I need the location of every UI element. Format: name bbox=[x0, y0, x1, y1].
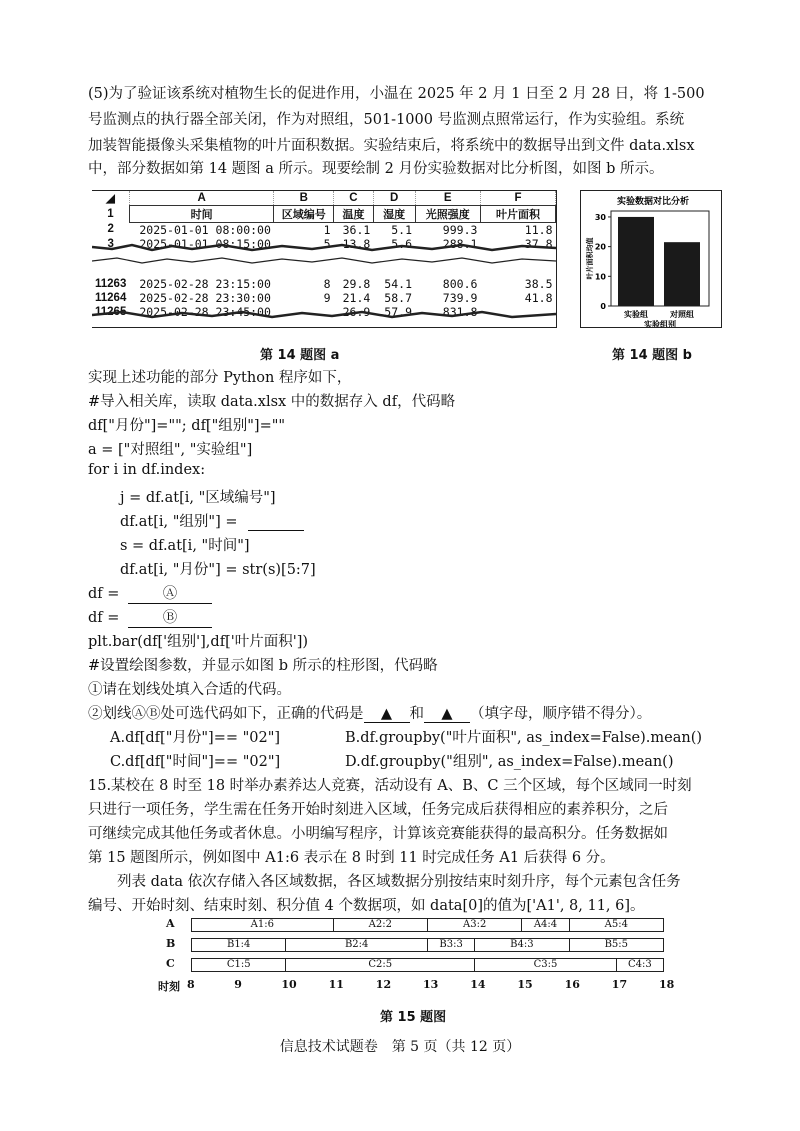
q15-line: 编号、开始时刻、结束时刻、积分值 4 个数据项，如 data[0]的值为['A1', 8, 11, 6]。 bbox=[88, 898, 645, 914]
col-letter: B bbox=[274, 191, 334, 205]
task-segment: C1:5 bbox=[191, 958, 286, 972]
option-a: A.df[df["月份"]== "02"] bbox=[110, 730, 281, 746]
q15-line: 15.某校在 8 时至 18 时举办素养达人竞赛，活动设有 A、B、C 三个区域，每个区域同一时刻 bbox=[88, 778, 692, 794]
intro-line: 号监测点的执行器全部关闭，作为对照组，501-1000 号监测点照常运行，作为实验组。系统 bbox=[88, 112, 685, 128]
table-cell: 29.8 bbox=[342, 276, 371, 291]
answer-blank-1: ▲ bbox=[364, 706, 410, 723]
task-segment: B3:3 bbox=[427, 938, 475, 952]
bar bbox=[618, 217, 654, 306]
header-cell: 湿度 bbox=[373, 205, 415, 222]
q2-note: （填字母，顺序错不得分）。 bbox=[470, 706, 652, 722]
row-label: C bbox=[166, 957, 175, 970]
column-letters-row bbox=[92, 191, 556, 205]
code-intro: 实现上述功能的部分 Python 程序如下， bbox=[88, 370, 352, 386]
task-segment: A3:2 bbox=[427, 918, 522, 932]
task-segment: A2:2 bbox=[333, 918, 428, 932]
code-line: #导入相关库，读取 data.xlsx 中的数据存入 df，代码略 bbox=[88, 394, 456, 410]
q15-line: 第 15 题图所示，例如图中 A1:6 表示在 8 时到 11 时完成任务 A1 后获得 6 分。 bbox=[88, 850, 615, 866]
option-c: C.df[df["时间"]== "02"] bbox=[110, 754, 281, 770]
torn-edge bbox=[92, 243, 556, 269]
time-tick-label: 15 bbox=[517, 978, 533, 991]
x-tick-label: 对照组 bbox=[670, 310, 694, 319]
header-row bbox=[92, 205, 556, 222]
col-letter: A bbox=[129, 191, 274, 205]
bar-chart-figure bbox=[580, 190, 722, 328]
y-tick-label: 30 bbox=[594, 212, 606, 222]
code-text: df = bbox=[88, 586, 125, 602]
table-cell: 2025-01-01 08:15:00 bbox=[139, 236, 271, 251]
q2-and: 和 bbox=[409, 706, 424, 722]
row-number: 11263 bbox=[95, 277, 127, 290]
code-line: for i in df.index: bbox=[88, 462, 206, 478]
q15-line: 可继续完成其他任务或者休息。小明编写程序，计算该竞赛能获得的最高积分。任务数据如 bbox=[88, 826, 668, 842]
time-tick-label: 12 bbox=[375, 978, 392, 991]
time-tick-label: 13 bbox=[423, 978, 439, 991]
table-row bbox=[92, 291, 556, 305]
table-cell: 5 bbox=[323, 236, 331, 251]
answer-blank-2: ▲ bbox=[424, 706, 470, 723]
table-cell: 38.5 bbox=[524, 276, 553, 291]
code-text: df = bbox=[88, 610, 125, 626]
table-cell: 58.7 bbox=[384, 290, 412, 305]
table-cell: 8 bbox=[323, 276, 331, 291]
x-axis-label: 实验组别 bbox=[644, 320, 676, 327]
row-number: 1 bbox=[107, 207, 114, 220]
bar bbox=[664, 242, 700, 306]
y-tick-label: 10 bbox=[594, 272, 606, 282]
task-segment: A4:4 bbox=[521, 918, 569, 932]
spreadsheet-figure bbox=[92, 190, 557, 328]
table-cell: 57.9 bbox=[384, 304, 412, 319]
time-tick-label: 17 bbox=[611, 978, 628, 991]
time-tick-label: 16 bbox=[564, 978, 580, 991]
page-footer: 信息技术试题卷 第 5 页（共 12 页） bbox=[279, 1039, 521, 1055]
code-line: plt.bar(df['组别'],df['叶片面积']) bbox=[88, 634, 309, 650]
header-cell: 叶片面积 bbox=[480, 205, 555, 222]
x-tick-label: 实验组 bbox=[624, 310, 648, 319]
code-line: df.at[i, "月份"] = str(s)[5:7] bbox=[120, 562, 316, 578]
table-cell: 5.6 bbox=[391, 236, 412, 251]
task-segment: A1:6 bbox=[191, 918, 334, 932]
code-line-blank bbox=[120, 510, 304, 531]
code-line: j = df.at[i, "区域编号"] bbox=[120, 490, 276, 506]
task-segment: C3:5 bbox=[474, 958, 617, 972]
time-tick-label: 8 bbox=[187, 978, 195, 991]
table-cell: 54.1 bbox=[384, 276, 412, 291]
table-cell: 2025-02-28 23:45:00 bbox=[139, 304, 271, 319]
intro-line: 加装智能摄像头采集植物的叶片面积数据。实验结束后，将系统中的数据导出到文件 data.xlsx bbox=[88, 138, 695, 154]
table-cell: 36.1 bbox=[342, 222, 371, 237]
task-segment: B5:5 bbox=[569, 938, 664, 952]
col-letter: E bbox=[415, 191, 480, 205]
code-line: df["月份"]=""; df["组别"]="" bbox=[88, 418, 286, 434]
table-cell: 41.8 bbox=[524, 290, 553, 305]
q15-line: 只进行一项任务，学生需在任务开始时刻进入区域，任务完成后获得相应的素养积分，之后 bbox=[88, 802, 668, 818]
table-cell: 2025-01-01 08:00:00 bbox=[139, 222, 271, 237]
time-tick-label: 11 bbox=[328, 978, 344, 991]
question-2 bbox=[88, 702, 651, 723]
table-cell: 800.6 bbox=[442, 276, 478, 291]
table-row bbox=[92, 277, 556, 291]
table-cell: 9 bbox=[323, 290, 331, 305]
question-1: ①请在划线处填入合适的代码。 bbox=[88, 682, 291, 698]
y-tick-label: 20 bbox=[594, 242, 606, 252]
task-segment: C4:3 bbox=[616, 958, 664, 972]
time-tick-label: 18 bbox=[659, 978, 675, 991]
table-cell: 739.9 bbox=[442, 290, 478, 305]
task-segment: C2:5 bbox=[285, 958, 475, 972]
intro-line: 中，部分数据如第 14 题图 a 所示。现要绘制 2 月份实验数据对比分析图，如图 b 所示。 bbox=[88, 161, 664, 177]
torn-edge-bottom bbox=[92, 309, 556, 321]
task-segment: B2:4 bbox=[285, 938, 428, 952]
figure-14a-caption: 第 14 题图 a bbox=[260, 348, 340, 363]
header-cell: 光照强度 bbox=[415, 205, 480, 222]
row-number: 3 bbox=[107, 237, 114, 250]
blank-a: Ⓐ bbox=[128, 582, 212, 604]
table-cell: 999.3 bbox=[442, 222, 478, 237]
code-text: df.at[i, "组别"] = bbox=[120, 514, 243, 530]
table-cell: 2025-02-28 23:15:00 bbox=[139, 276, 271, 291]
intro-line: (5)为了验证该系统对植物生长的促进作用，小温在 2025 年 2 月 1 日至 2 月 28 日，将 1-500 bbox=[88, 86, 705, 102]
col-letter: F bbox=[480, 191, 555, 205]
table-row bbox=[92, 222, 556, 237]
header-cell: 时间 bbox=[129, 205, 274, 222]
task-segment: B4:3 bbox=[474, 938, 569, 952]
row-number: 11265 bbox=[95, 305, 127, 318]
table-cell: 13.8 bbox=[342, 236, 371, 251]
table-cell: 831.8 bbox=[442, 304, 478, 319]
chart-title: 实验数据对比分析 bbox=[616, 197, 690, 207]
time-tick-label: 10 bbox=[281, 978, 297, 991]
header-cell: 区域编号 bbox=[274, 205, 334, 222]
time-tick-label: 14 bbox=[470, 978, 486, 991]
table-cell: 37.8 bbox=[524, 236, 553, 251]
table-cell: 26.9 bbox=[342, 304, 371, 319]
figure-14b-caption: 第 14 题图 b bbox=[612, 348, 692, 363]
task-segment: B1:4 bbox=[191, 938, 286, 952]
table-cell: 1 bbox=[323, 222, 331, 237]
y-axis-label: 叶片面积均值 bbox=[586, 237, 594, 280]
table-cell: 11.8 bbox=[524, 222, 553, 237]
col-letter: C bbox=[334, 191, 374, 205]
row-label: B bbox=[166, 937, 176, 950]
code-comment: #设置绘图参数，并显示如图 b 所示的柱形图，代码略 bbox=[88, 658, 438, 674]
row-number: 2 bbox=[107, 223, 114, 236]
figure-15-caption: 第 15 题图 bbox=[380, 1010, 447, 1025]
bar-chart bbox=[581, 191, 721, 327]
table-cell: 21.4 bbox=[342, 290, 371, 305]
col-letter: D bbox=[373, 191, 415, 205]
time-tick-label: 9 bbox=[234, 978, 242, 991]
code-line-b bbox=[88, 606, 212, 628]
code-line-a bbox=[88, 582, 212, 604]
answer-blank bbox=[248, 514, 304, 531]
code-line: s = df.at[i, "时间"] bbox=[120, 538, 250, 554]
q2-text: ②划线ⒶⒷ处可选代码如下，正确的代码是 bbox=[88, 706, 364, 722]
row-number: 11264 bbox=[95, 291, 127, 304]
option-b: B.df.groupby("叶片面积", as_index=False).mean() bbox=[345, 730, 703, 746]
q15-line: 列表 data 依次存储入各区域数据，各区域数据分别按结束时刻升序，每个元素包含任务 bbox=[88, 874, 681, 890]
blank-b: Ⓑ bbox=[128, 606, 212, 628]
code-line: a = ["对照组", "实验组"] bbox=[88, 442, 253, 458]
y-tick-label: 0 bbox=[600, 302, 606, 311]
row-label: A bbox=[166, 917, 175, 930]
corner-cell: ◢ bbox=[92, 191, 129, 205]
table-cell: 2025-02-28 23:30:00 bbox=[139, 290, 271, 305]
table-cell: 5.1 bbox=[391, 222, 412, 237]
option-d: D.df.groupby("组别", as_index=False).mean() bbox=[345, 754, 674, 770]
task-segment: A5:4 bbox=[569, 918, 664, 932]
header-cell: 温度 bbox=[334, 205, 374, 222]
table-cell: 288.1 bbox=[442, 236, 478, 251]
axis-label: 时刻 bbox=[158, 980, 180, 993]
